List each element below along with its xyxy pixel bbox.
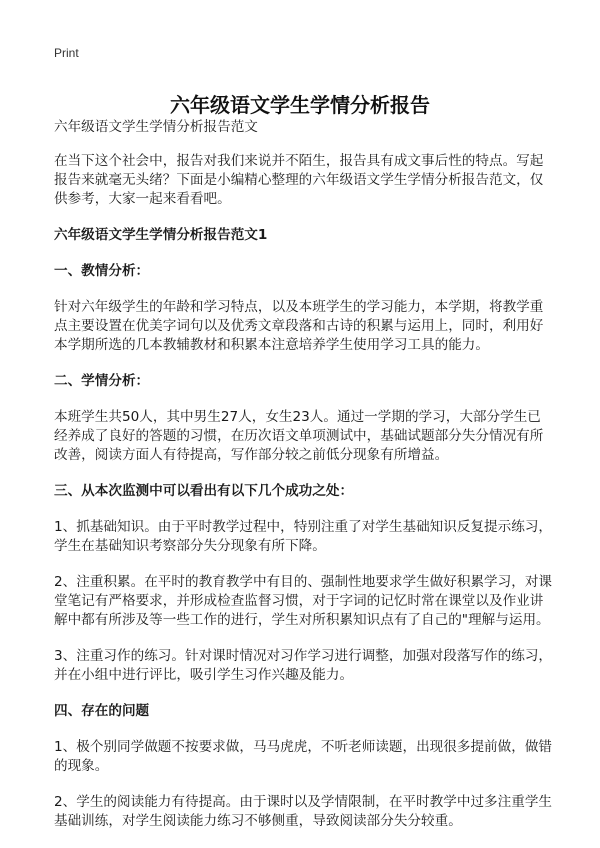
section-paragraph: 1、极个别同学做题不按要求做，马马虎虎，不听老师读题，出现很多提前做，做错的现象。 (54, 739, 553, 774)
intro-paragraph: 在当下这个社会中，报告对我们来说并不陌生，报告具有成文事后性的特点。写起报告来就毫无头绪？下面是小编精心整理的六年级语文学生学情分析报告范文，仅供参考，大家一起来看看吧。 (54, 153, 544, 207)
section-paragraph: 针对六年级学生的年龄和学习特点，以及本班学生的学习能力，本学期，将教学重点主要设置在优美字词句以及优秀文章段落和古诗的积累与运用上，同时，利用好本学期所选的几本教辅教材和积累本注意培养学生使用学习工具的能力。 (54, 299, 544, 353)
section-paragraph: 2、学生的阅读能力有待提高。由于课时以及学情限制，在平时教学中过多注重学生基础训练，对学生阅读能力练习不够侧重，导致阅读部分失分较重。 (54, 794, 553, 829)
print-link[interactable]: Print (54, 46, 79, 60)
section-heading: 三、从本次监测中可以看出有以下几个成功之处： (54, 483, 354, 499)
page-title: 六年级语文学生学情分析报告 (170, 93, 430, 118)
section-heading: 四、存在的问题 (54, 703, 150, 719)
section-paragraph: 3、注重习作的练习。针对课时情况对习作学习进行调整，加强对段落写作的练习，并在小组中进行评比，吸引学生习作兴趣及能力。 (54, 648, 553, 683)
section-paragraph: 1、抓基础知识。由于平时教学过程中，特别注重了对学生基础知识反复提示练习，学生在基础知识考察部分失分现象有所下降。 (54, 519, 553, 554)
section-heading: 一、教情分析： (54, 263, 150, 279)
section-paragraph: 2、注重积累。在平时的教育教学中有目的、强制性地要求学生做好积累学习，对课堂笔记有严格要求，并形成检查监督习惯，对于字词的记忆时常在课堂以及作业讲解中都有所涉及等一些工作的进行，学生对所积累知识点有了自己的"理解与运用。 (54, 574, 553, 628)
document-body (54, 118, 553, 848)
document-subtitle: 六年级语文学生学情分析报告范文 (54, 119, 258, 135)
section-heading: 二、学情分析： (54, 373, 150, 389)
section-paragraph: 本班学生共50人，其中男生27人，女生23人。通过一学期的学习，大部分学生已经养成了良好的答题的习惯，在历次语文单项测试中，基础试题部分失分情况有所改善，阅读方面人有待提高，写作部分较之前低分现象有所增益。 (54, 409, 544, 463)
sample-heading: 六年级语文学生学情分析报告范文1 (54, 227, 268, 243)
